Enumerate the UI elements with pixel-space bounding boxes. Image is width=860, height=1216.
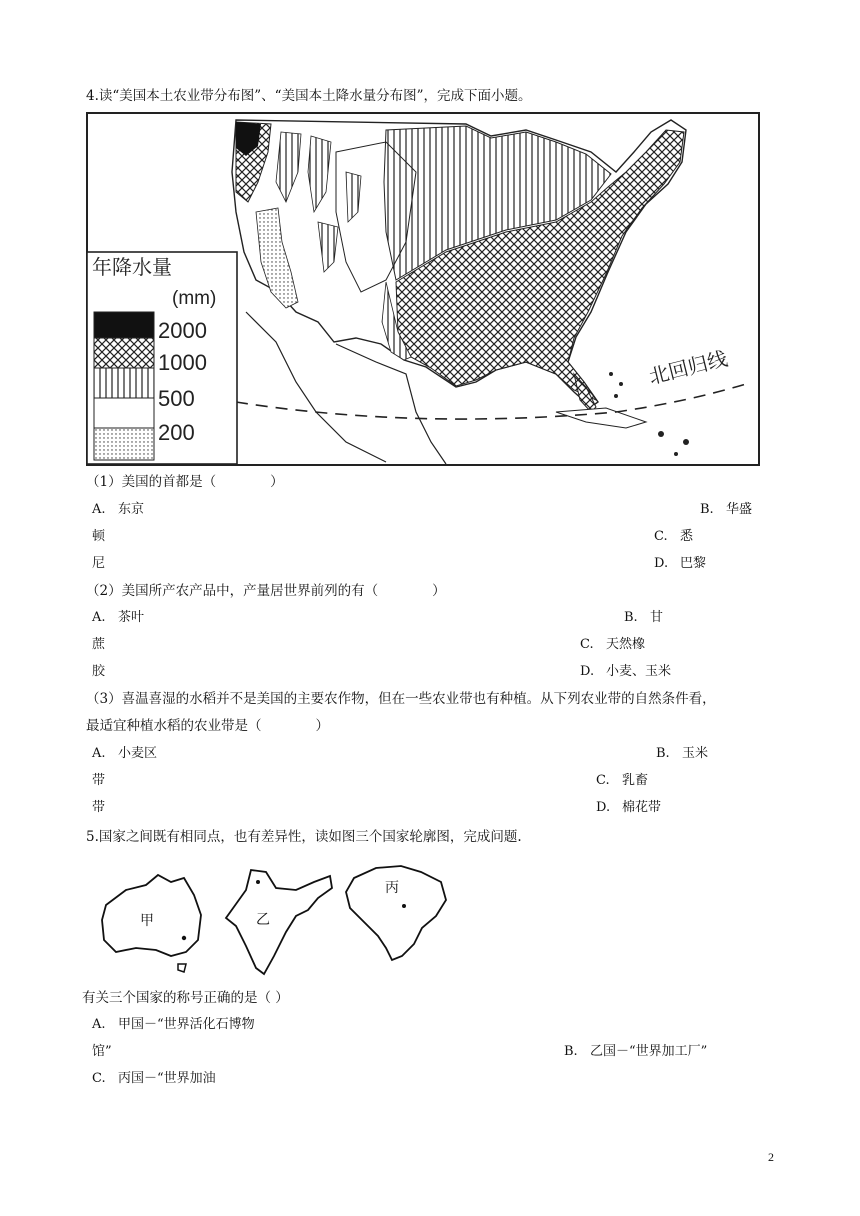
q4-3-option-c[interactable] [596,773,648,789]
option-text: 丙国－“世界加油 [118,1071,216,1086]
option-text: 巴黎 [680,556,707,571]
option-text: 乳畜 [622,773,649,788]
option-letter: B. [700,502,714,517]
legend-value-200: 200 [158,420,195,445]
q4-3-option-d[interactable] [596,800,661,816]
q4-3-stem-line1: （3）喜温喜湿的水稻并不是美国的主要农作物，但在一些农业带也有种植。从下列农业带的自然条件看， [86,691,716,707]
q5-stem: 5.国家之间既有相同点，也有差异性，读如图三个国家轮廓图，完成问题. [86,829,522,845]
q4-3-option-c-wrap: 带 [92,800,106,815]
q4-1-option-b-wrap: 顿 [92,529,106,544]
q4-3-option-b-wrap: 带 [92,773,106,788]
q4-3-stem-line2: 最适宜种植水稻的农业带是（ ） [86,718,329,734]
q5-option-a-wrap: 馆” [92,1044,112,1059]
option-text: 玉米 [682,746,709,761]
option-text: 东京 [118,502,145,517]
q4-2-option-a[interactable] [92,610,144,626]
q4-1-stem: （1）美国的首都是（ ） [86,474,284,490]
us-precipitation-map [86,112,760,466]
option-text: 小麦、玉米 [606,664,672,679]
legend-value-500: 500 [158,386,195,411]
option-letter: D. [580,664,595,679]
option-letter: D. [654,556,669,571]
q4-stem: 4.读“美国本土农业带分布图”、“美国本土降水量分布图”，完成下面小题。 [86,88,532,104]
q5-question: 有关三个国家的称号正确的是（ ） [82,990,289,1006]
country-label-jia: 甲 [140,913,154,929]
legend-unit: (mm) [172,288,217,309]
tropic-label: 北回归线 [646,348,730,389]
option-letter: A. [92,746,106,761]
q4-1-option-b[interactable] [700,502,752,518]
option-letter: B. [656,746,670,761]
option-text: 棉花带 [622,800,662,815]
q4-2-option-b[interactable] [624,610,663,626]
option-letter: B. [564,1044,578,1059]
option-text: 甘 [650,610,664,625]
q4-1-option-c-wrap: 尼 [92,556,106,571]
q4-1-option-c[interactable] [654,529,693,545]
option-text: 茶叶 [118,610,145,625]
option-letter: C. [92,1071,106,1086]
q4-2-option-b-wrap: 蔗 [92,637,106,652]
option-letter: A. [92,1017,106,1032]
option-letter: A. [92,502,106,517]
q5-option-c[interactable] [92,1071,216,1087]
option-text: 悉 [680,529,694,544]
q4-3-option-b[interactable] [656,746,708,762]
option-letter: A. [92,610,106,625]
q4-2-stem: （2）美国所产农产品中，产量居世界前列的有（ ） [86,583,446,599]
country-label-yi: 乙 [256,912,270,928]
option-letter: C. [580,637,594,652]
q4-2-option-c-wrap: 胶 [92,664,106,679]
country-yi-outline [226,870,332,974]
q4-2-option-c[interactable] [580,637,645,653]
legend-value-1000: 1000 [158,350,207,375]
option-letter: B. [624,610,638,625]
q5-option-b[interactable] [564,1044,707,1060]
option-text: 天然橡 [606,637,646,652]
option-letter: D. [596,800,611,815]
option-letter: C. [596,773,610,788]
legend-value-2000: 2000 [158,318,207,343]
q4-1-option-a[interactable] [92,502,144,518]
option-text: 乙国－“世界加工厂” [590,1044,708,1059]
option-letter: C. [654,529,668,544]
legend-title: 年降水量 [92,257,172,279]
page-number: 2 [768,1150,774,1164]
q4-2-option-d[interactable] [580,664,671,680]
country-outlines-figure [96,860,456,980]
q5-option-a[interactable] [92,1017,255,1033]
country-label-bing: 丙 [385,880,399,896]
option-text: 华盛 [726,502,753,517]
option-text: 小麦区 [118,746,158,761]
q4-3-option-a[interactable] [92,746,157,762]
option-text: 甲国－“世界活化石博物 [118,1017,255,1032]
map-legend [87,252,237,464]
q4-1-option-d[interactable] [654,556,706,572]
